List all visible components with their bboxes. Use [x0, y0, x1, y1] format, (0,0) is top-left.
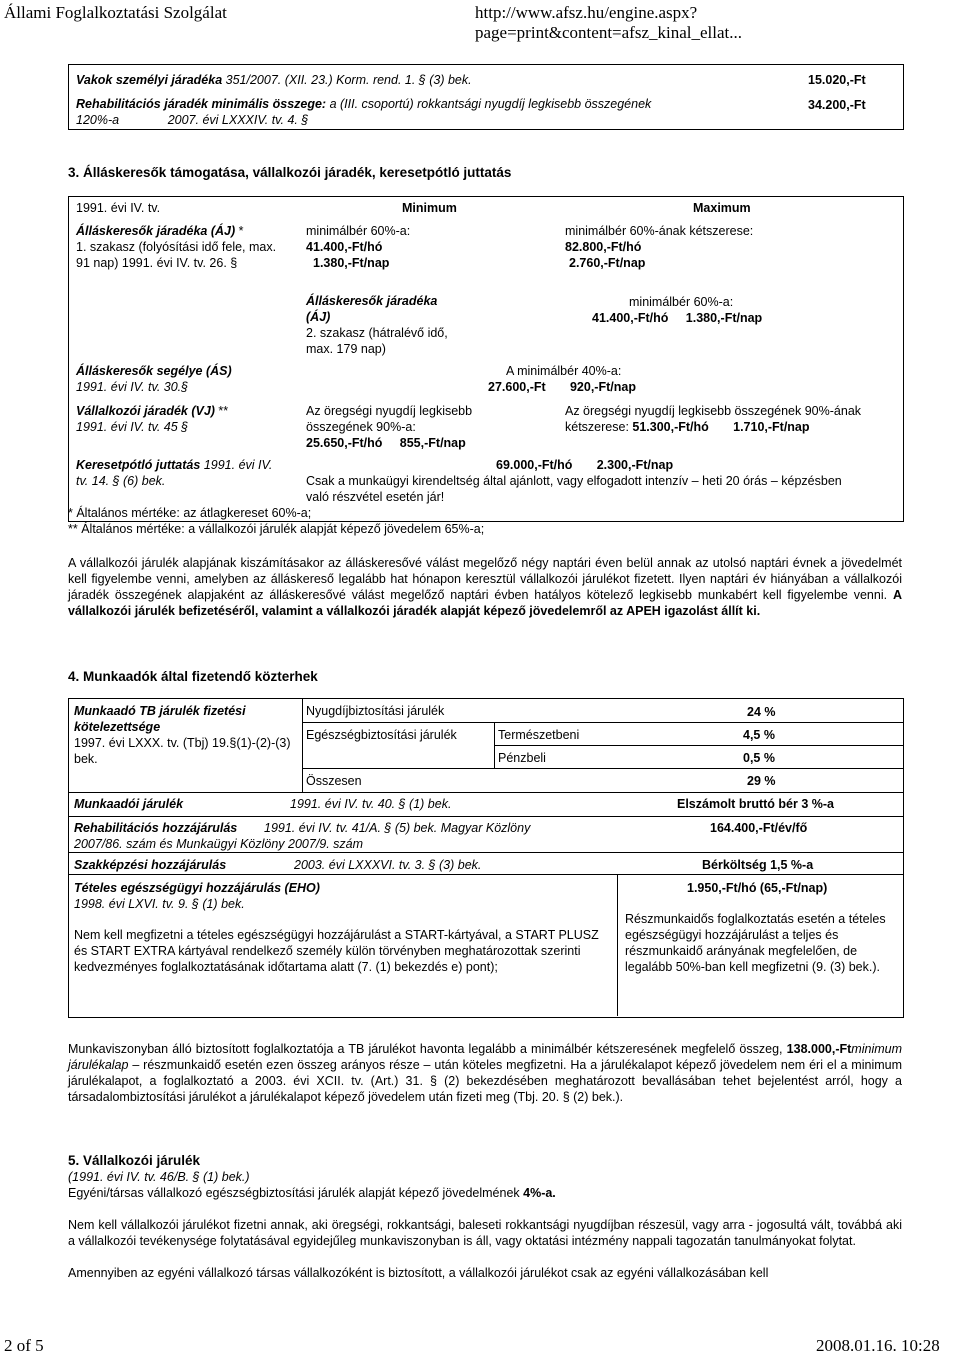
- in-kind-label: Természetbeni: [498, 728, 580, 742]
- rh-label: Rehabilitációs hozzájárulás: [74, 821, 238, 835]
- page-url[interactable]: http://www.afsz.hu/engine.aspx?page=print&content=afsz_kinal_ellat...: [475, 3, 743, 42]
- blind-allowance-ref: 351/2007. (XII. 23.) Korm. rend. 1. § (3) bek.: [222, 73, 472, 87]
- aj2-label1: Álláskeresők járadéka: [306, 294, 438, 308]
- tb-law: 1997. évi LXXX. tv. (Tbj) 19.§(1)-(2)-(3) bek.: [74, 736, 291, 766]
- vj-label: Vállalkozói járadék (VJ): [76, 404, 215, 418]
- section-5-paragraph-2: Amennyiben az egyéni vállalkozó társas vállalkozóként is biztosított, a vállalkozói járulékot csak az egyéni vállalkozásában kell: [68, 1266, 769, 1280]
- aj1-min-month: 41.400,-Ft/hó: [306, 240, 383, 254]
- as-law: 1991. évi IV. tv. 30.§: [76, 380, 189, 394]
- section-4-paragraph-a: Munkaviszonyban álló biztosított foglalkoztatója a TB járulékot havonta legalább a minimálbér kétszeresének megfelelő összeg,: [68, 1042, 787, 1056]
- mj-law: 1991. évi IV. tv. 40. § (1) bek.: [290, 797, 452, 811]
- aj1-label: Álláskeresők járadéka (ÁJ): [76, 224, 236, 238]
- vj-max-val: 51.300,-Ft/hó 1.710,-Ft/nap: [632, 420, 810, 434]
- aj2-val: 41.400,-Ft/hó 1.380,-Ft/nap: [592, 311, 763, 325]
- section-5-rate-line: [68, 1185, 556, 1201]
- szk-label: Szakképzési hozzájárulás: [74, 858, 227, 872]
- page-number: 2 of 5: [4, 1336, 44, 1355]
- section-5-title: 5. Vállalkozói járulék: [68, 1153, 201, 1168]
- section-4-paragraph-term: minimum járulékalap: [68, 1042, 902, 1072]
- aj1-min-label: minimálbér 60%-a:: [306, 224, 411, 238]
- kp-note2: való részvétel esetén jár!: [306, 490, 445, 504]
- section-3-paragraph-bold: A vállalkozói járulék befizetéséről, valamint a vállalkozói járadék alapját képező jövedelemről az APEH igazolást állít ki.: [68, 588, 902, 618]
- section-5-rate: 4%-a.: [523, 1186, 556, 1200]
- cash-value: 0,5 %: [743, 751, 775, 765]
- pension-contrib-value: 24 %: [747, 705, 776, 719]
- as-val-label: A minimálbér 40%-a:: [506, 364, 622, 378]
- cash-label: Pénzbeli: [498, 751, 546, 765]
- aj1-max-label: minimálbér 60%-ának kétszerese:: [565, 224, 754, 238]
- vj-max2: kétszerese:: [565, 420, 633, 434]
- section-3-paragraph-text: A vállalkozói járulék alapjának kiszámításakor az álláskeresővé válást megelőző négy naptári éven belül annak az utolsó naptári évnek a jövedelmét kell figyelembe venni, amelyben az álláskereső legalább hat hónapon keresztül vállalkozói járulékot fizetett. Ilyen naptári év hiányában a vállalkozói járadék összegének alapjaként az álláskeresővé válást megelőző naptári évben hatályos kötelező legkisebb munkabért kell figyelembe venni.: [68, 556, 902, 602]
- aj1-max-month: 82.800,-Ft/hó: [565, 240, 642, 254]
- kp-law2: tv. 14. § (6) bek.: [76, 474, 166, 488]
- aj1-desc2: 91 nap) 1991. évi IV. tv. 26. §: [76, 256, 238, 270]
- as-label: Álláskeresők segélye (ÁS): [76, 364, 232, 378]
- aj1-desc1: 1. szakasz (folyósítási idő fele, max.: [76, 240, 277, 254]
- total-value: 29 %: [747, 774, 776, 788]
- aj1-max-day: 2.760,-Ft/nap: [569, 256, 646, 270]
- col-minimum: Minimum: [402, 201, 457, 215]
- rehab-allowance-label: Rehabilitációs járadék minimális összege:: [76, 97, 327, 111]
- footnote-2: ** Általános mértéke: a vállalkozói járulék alapját képező jövedelem 65%-a;: [68, 522, 485, 536]
- rehab-allowance-value: 34.200,-Ft: [808, 98, 866, 112]
- section-4-paragraph-d: – részmunkaidő esetén ezen összeg arányos része – után köteles megfizetni. Ha a járulékalapot képező jövedelem nem éri el a minimum járulékalapot, a foglalkoztató a 2003. évi XCII. tv. (Art.) 31. § (2) bekezdésében meghatározott bevallásában tehet bejelentést arról, hogy a társadalombiztosítási járulékot a járulékalapot képező jövedelem után fizeti meg (Tbj. 20. § (2) bek.).: [68, 1058, 902, 1104]
- eho-part-time: Részmunkaidős foglalkoztatás esetén a tételes egészségügyi hozzájárulást a teljes és részmunkaidő arányának megfelelően, de legalább 50%-ban kell megfizetni (9. (3) bek.).: [625, 912, 886, 974]
- eho-value: 1.950,-Ft/hó (65,-Ft/nap): [687, 881, 828, 895]
- section-3-paragraph: [68, 555, 902, 619]
- vj-law: 1991. évi IV. tv. 45 §: [76, 420, 189, 434]
- kp-value: 69.000,-Ft/hó 2.300,-Ft/nap: [496, 458, 674, 472]
- mj-value: Elszámolt bruttó bér 3 %-a: [677, 797, 834, 811]
- aj2-desc2: max. 179 nap): [306, 342, 386, 356]
- blind-allowance-row: [76, 72, 472, 88]
- section-4-title: 4. Munkaadók által fizetendő közterhek: [68, 669, 318, 684]
- col-maximum: Maximum: [693, 201, 751, 215]
- vj-min1: Az öregségi nyugdíj legkisebb: [306, 404, 473, 418]
- mj-label: Munkaadói járulék: [74, 797, 184, 811]
- rh-law2: 2007/86. szám és Munkaügyi Közlöny 2007/9. szám: [74, 837, 364, 851]
- kp-law1: 1991. évi IV.: [200, 458, 273, 472]
- rh-value: 164.400,-Ft/év/fő: [710, 821, 808, 835]
- health-contrib-label: Egészségbiztosítási járulék: [306, 728, 457, 742]
- rehab-allowance-ref: 120%-a 2007. évi LXXXIV. tv. 4. §: [76, 113, 309, 127]
- section-3-title: 3. Álláskeresők támogatása, vállalkozói járadék, keresetpótló juttatás: [68, 165, 512, 180]
- print-datetime: 2008.01.16. 10:28: [816, 1336, 940, 1355]
- kp-note1: Csak a munkaügyi kirendeltség által ajánlott, vagy elfogadott intenzív – heti 20 órás – képzésben: [306, 474, 842, 488]
- aj2-label2: (ÁJ): [306, 310, 331, 324]
- tb-label: Munkaadó TB járulék fizetési kötelezettsége: [74, 704, 246, 734]
- site-title: Állami Foglalkoztatási Szolgálat: [4, 3, 227, 22]
- aj1-min-day: 1.380,-Ft/nap: [313, 256, 390, 270]
- blind-allowance-label: Vakok személyi járadéka: [76, 73, 223, 87]
- vj-min2: összegének 90%-a:: [306, 420, 416, 434]
- vj-stars: **: [214, 404, 229, 418]
- aj2-desc1: 2. szakasz (hátralévő idő,: [306, 326, 448, 340]
- kp-label: Keresetpótló juttatás: [76, 458, 201, 472]
- aj1-label-row: [76, 223, 243, 239]
- section-5-paragraph-1: Nem kell vállalkozói járulékot fizetni annak, aki öregségi, rokkantsági, baleseti rokkantsági nyugdíjban részesül, vagy arra - jogosultá vált, továbbá aki a vállalkozói tevékenysége folytatásával egyidejűleg munkaviszonyban is áll, vagy oktatási intézmény nappali tagozatán tanulmányokat folytat.: [68, 1218, 902, 1248]
- rehab-allowance-rest: a (III. csoportú) rokkantsági nyugdíj legkisebb összegének: [326, 97, 652, 111]
- kp-label-row: [76, 457, 272, 473]
- aj2-val-label: minimálbér 60%-a:: [629, 295, 734, 309]
- szk-law: 2003. évi LXXXVI. tv. 3. § (3) bek.: [294, 858, 482, 872]
- rh-law1: 1991. évi IV. tv. 41/A. § (5) bek. Magyar Közlöny: [264, 821, 531, 835]
- as-val: 27.600,-Ft 920,-Ft/nap: [488, 380, 636, 394]
- total-label: Összesen: [306, 774, 362, 788]
- vj-max1: Az öregségi nyugdíj legkisebb összegének 90%-ának: [565, 404, 862, 418]
- section-4-paragraph-amount: 138.000,-Ft: [786, 1042, 852, 1056]
- eho-law: 1998. évi LXVI. tv. 9. § (1) bek.: [74, 897, 245, 911]
- aj1-star: *: [235, 224, 244, 238]
- rehab-allowance-row: [76, 96, 651, 112]
- vj-max2-row: [565, 419, 810, 435]
- eho-label: Tételes egészségügyi hozzájárulás (EHO): [74, 881, 320, 895]
- eho-note: Nem kell megfizetni a tételes egészségügyi hozzájárulást a START-kártyával, a START PLUSZ és START EXTRA kártyával rendelkező személy külön törvényben meghatározottak szerinti kedvezményes foglalkoztatásának időtartama alatt (7. (1) bekezdés e) pont);: [74, 928, 599, 974]
- szk-value: Bérköltség 1,5 %-a: [702, 858, 814, 872]
- section-5-law: (1991. évi IV. tv. 46/B. § (1) bek.): [68, 1170, 250, 1184]
- footnote-1: * Általános mértéke: az átlagkereset 60%-a;: [68, 506, 312, 520]
- section-5-rate-text: Egyéni/társas vállalkozó egészségbiztosítási járulék alapját képező jövedelmének: [68, 1186, 524, 1200]
- vj-label-row: [76, 403, 228, 419]
- section-4-paragraph: [68, 1041, 902, 1105]
- vj-min-val: 25.650,-Ft/hó 855,-Ft/nap: [306, 436, 466, 450]
- blind-allowance-value: 15.020,-Ft: [808, 73, 866, 87]
- pension-contrib-label: Nyugdíjbiztosítási járulék: [306, 704, 445, 718]
- in-kind-value: 4,5 %: [743, 728, 775, 742]
- benefits-law: 1991. évi IV. tv.: [76, 201, 161, 215]
